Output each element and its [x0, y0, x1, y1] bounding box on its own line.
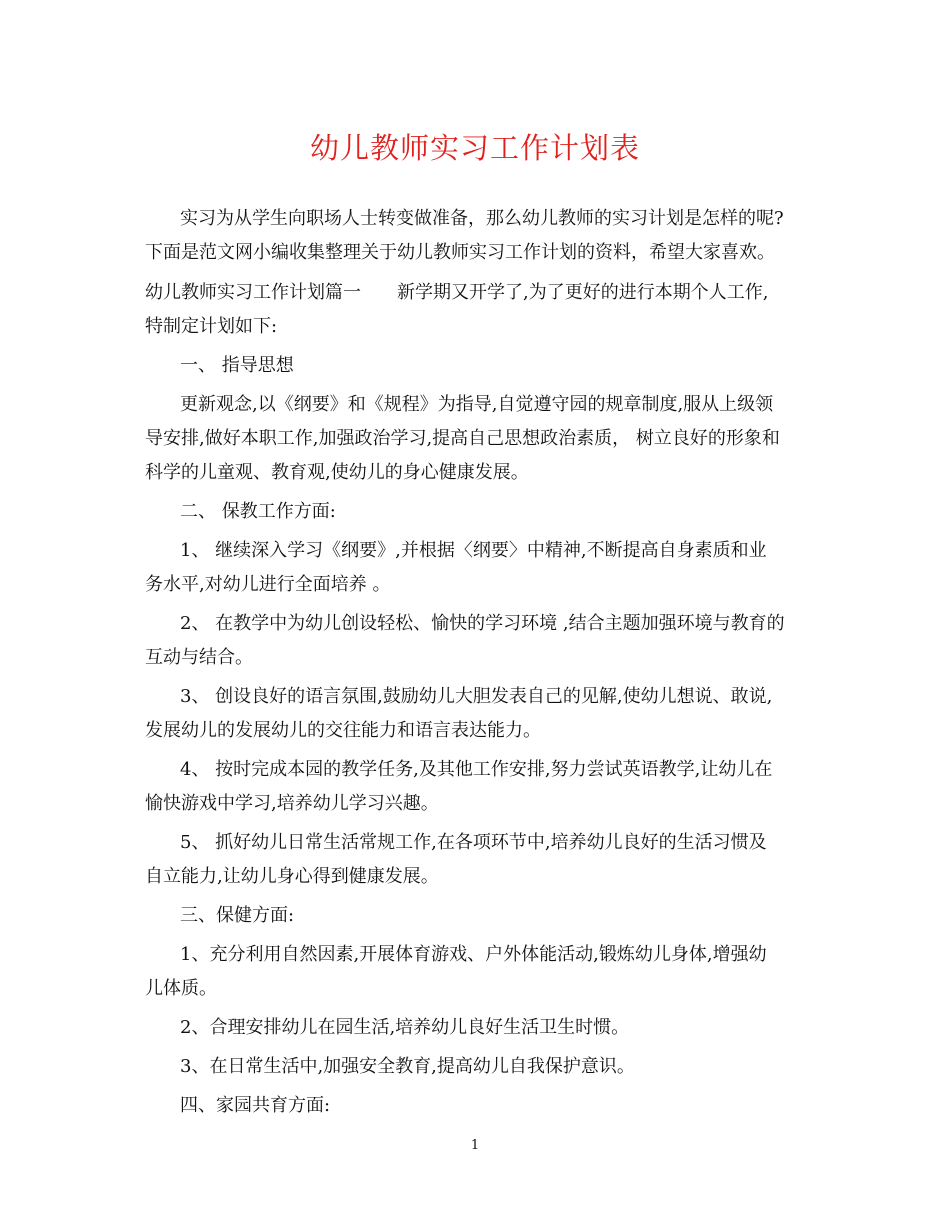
paragraph-line: 更新观念,以《纲要》和《规程》为指导,自觉遵守园的规章制度,服从上级领: [180, 394, 774, 415]
paragraph-line: 下面是范文网小编收集整理关于幼儿教师实习工作计划的资料，希望大家喜欢。: [145, 242, 775, 263]
paragraph-line: 自立能力,让幼儿身心得到健康发展。: [145, 866, 439, 887]
paragraph-line: 3、在日常生活中,加强安全教育,提高幼儿自我保护意识。: [180, 1056, 635, 1077]
paragraph-line: 2、 在教学中为幼儿创设轻松、愉快的学习环境 ,结合主题加强环境与教育的: [180, 613, 785, 634]
section-heading: 一、 指导思想: [180, 355, 294, 376]
paragraph-line: 务水平,对幼儿进行全面培养 。: [145, 574, 391, 595]
paragraph-line: 愉快游戏中学习,培养幼儿学习兴趣。: [145, 793, 439, 814]
document-title: 幼儿教师实习工作计划表: [309, 131, 640, 165]
section-heading: 二、 保教工作方面:: [180, 501, 336, 522]
paragraph-line: 幼儿教师实习工作计划篇一 新学期又开学了,为了更好的进行本期个人工作,: [145, 282, 769, 303]
section-heading: 四、家园共育方面:: [180, 1095, 331, 1116]
paragraph-line: 特制定计划如下:: [145, 316, 278, 337]
paragraph-line: 1、充分利用自然因素,开展体育游戏、户外体能活动,锻炼幼儿身体,增强幼: [180, 944, 767, 965]
paragraph-line: 导安排,做好本职工作,加强政治学习,提高自己思想政治素质， 树立良好的形象和: [145, 428, 780, 449]
section-heading: 三、保健方面:: [180, 905, 295, 926]
page-number: 1: [470, 1138, 480, 1153]
paragraph-line: 1、 继续深入学习《纲要》,并根据〈纲要〉中精神,不断提高自身素质和业: [180, 540, 767, 561]
paragraph-line: 儿体质。: [145, 978, 217, 999]
paragraph-line: 互动与结合。: [145, 647, 253, 668]
paragraph-line: 实习为从学生向职场人士转变做准备，那么幼儿教师的实习计划是怎样的呢?: [180, 208, 784, 229]
paragraph-line: 科学的儿童观、教育观,使幼儿的身心健康发展。: [145, 462, 529, 483]
paragraph-line: 4、 按时完成本园的教学任务,及其他工作安排,努力尝试英语教学,让幼儿在: [180, 759, 773, 780]
paragraph-line: 3、 创设良好的语言氛围,鼓励幼儿大胆发表自己的见解,使幼儿想说、敢说,: [180, 686, 773, 707]
paragraph-line: 2、合理安排幼儿在园生活,培养幼儿良好生活卫生时惯。: [180, 1017, 630, 1038]
paragraph-line: 5、 抓好幼儿日常生活常规工作,在各项环节中,培养幼儿良好的生活习惯及: [180, 832, 767, 853]
paragraph-line: 发展幼儿的发展幼儿的交往能力和语言表达能力。: [145, 720, 541, 741]
